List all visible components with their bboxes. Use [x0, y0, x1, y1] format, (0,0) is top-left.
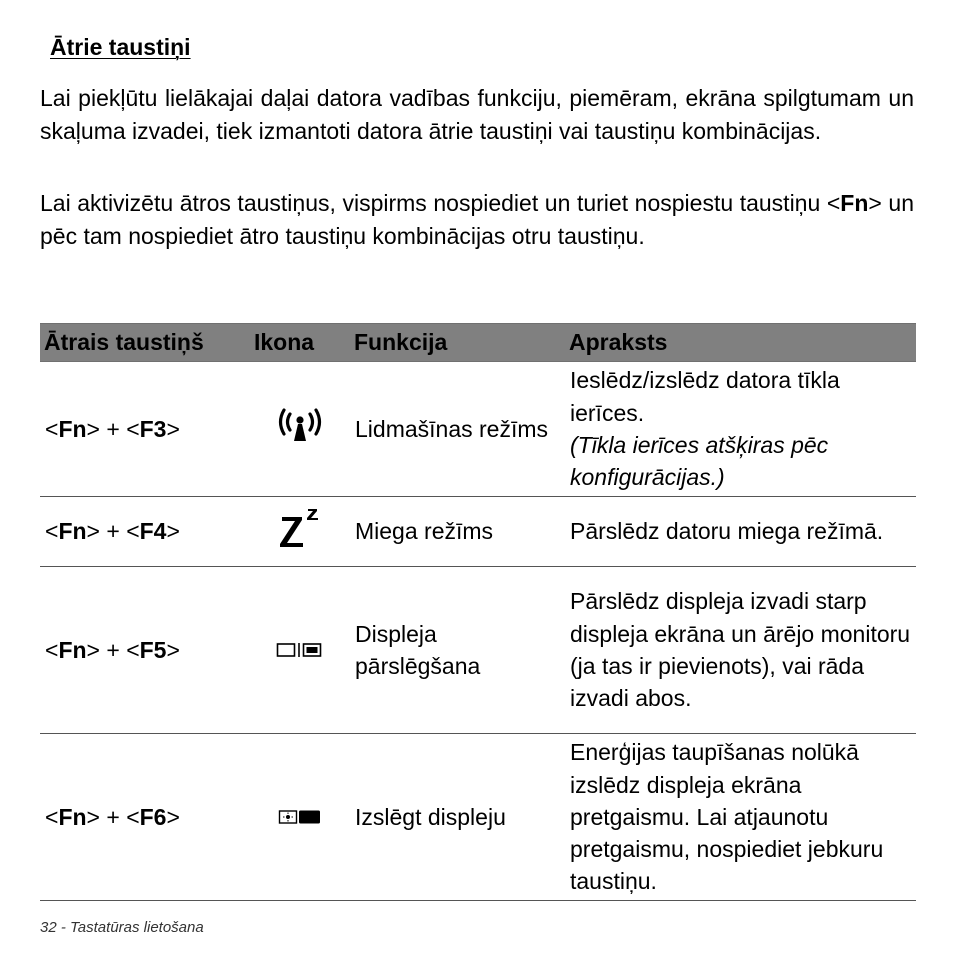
hotkeys-table — [40, 323, 916, 901]
instruction-text-before: Lai aktivizētu ātros taustiņus, vispirms nospiediet un turiet nospiestu taustiņu — [40, 190, 827, 216]
description-cell — [565, 362, 916, 497]
display-switch-icon — [276, 642, 324, 658]
icon-cell — [250, 567, 350, 734]
instruction-paragraph — [40, 187, 914, 252]
table-row — [40, 734, 916, 901]
icon-cell — [250, 734, 350, 901]
wireless-antenna-icon — [276, 405, 324, 445]
description-text: Ieslēdz/izslēdz datora tīkla ierīces. — [570, 367, 840, 426]
icon-cell — [250, 497, 350, 567]
sleep-zz-icon — [275, 503, 325, 551]
hotkey-cell: <Fn> + <F4> — [40, 497, 250, 567]
function-cell: Displeja pārslēgšana — [350, 567, 565, 734]
description-cell — [565, 567, 916, 734]
instruction-text-after: un pēc tam nospiediet ātro taustiņu kombinācijas otru taustiņu. — [40, 190, 914, 249]
hotkey-cell: <Fn> + <F3> — [40, 362, 250, 497]
description-note: (Tīkla ierīces atšķiras pēc konfigurācijas.) — [570, 432, 829, 491]
table-row — [40, 362, 916, 497]
function-cell: Izslēgt displeju — [350, 734, 565, 901]
description-text: Enerģijas taupīšanas nolūkā izslēdz displeja ekrāna pretgaismu. Lai atjaunotu pretgaismu, nospiediet jebkuru taustiņu. — [570, 739, 884, 895]
header-description: Apraksts — [565, 324, 916, 362]
table-header-row — [40, 324, 916, 362]
fn-key-mention: <Fn> — [826, 190, 882, 216]
table-row — [40, 567, 916, 734]
page-footer: 32 - Tastatūras lietošana — [40, 919, 204, 936]
description-text: Pārslēdz displeja izvadi starp displeja ekrāna un ārējo monitoru (ja tas ir pievienots), vai rāda izvadi abos. — [570, 588, 911, 712]
hotkey-cell: <Fn> + <F6> — [40, 734, 250, 901]
display-off-icon — [276, 809, 324, 825]
section-heading: Ātrie taustiņi — [50, 34, 191, 60]
intro-paragraph: Lai piekļūtu lielākajai daļai datora vadības funkciju, piemēram, ekrāna spilgtumam un skaļuma izvadei, tiek izmantoti datora ātrie taustiņi vai taustiņu kombinācijas. — [40, 85, 914, 144]
hotkey-cell: <Fn> + <F5> — [40, 567, 250, 734]
header-function: Funkcija — [350, 324, 565, 362]
description-text: Pārslēdz datoru miega režīmā. — [570, 518, 884, 545]
header-icon: Ikona — [250, 324, 350, 362]
function-cell: Miega režīms — [350, 497, 565, 567]
icon-cell — [250, 362, 350, 497]
description-cell — [565, 497, 916, 567]
table-row — [40, 497, 916, 567]
function-cell: Lidmašīnas režīms — [350, 362, 565, 497]
description-cell — [565, 734, 916, 901]
header-hotkey: Ātrais taustiņš — [40, 324, 250, 362]
